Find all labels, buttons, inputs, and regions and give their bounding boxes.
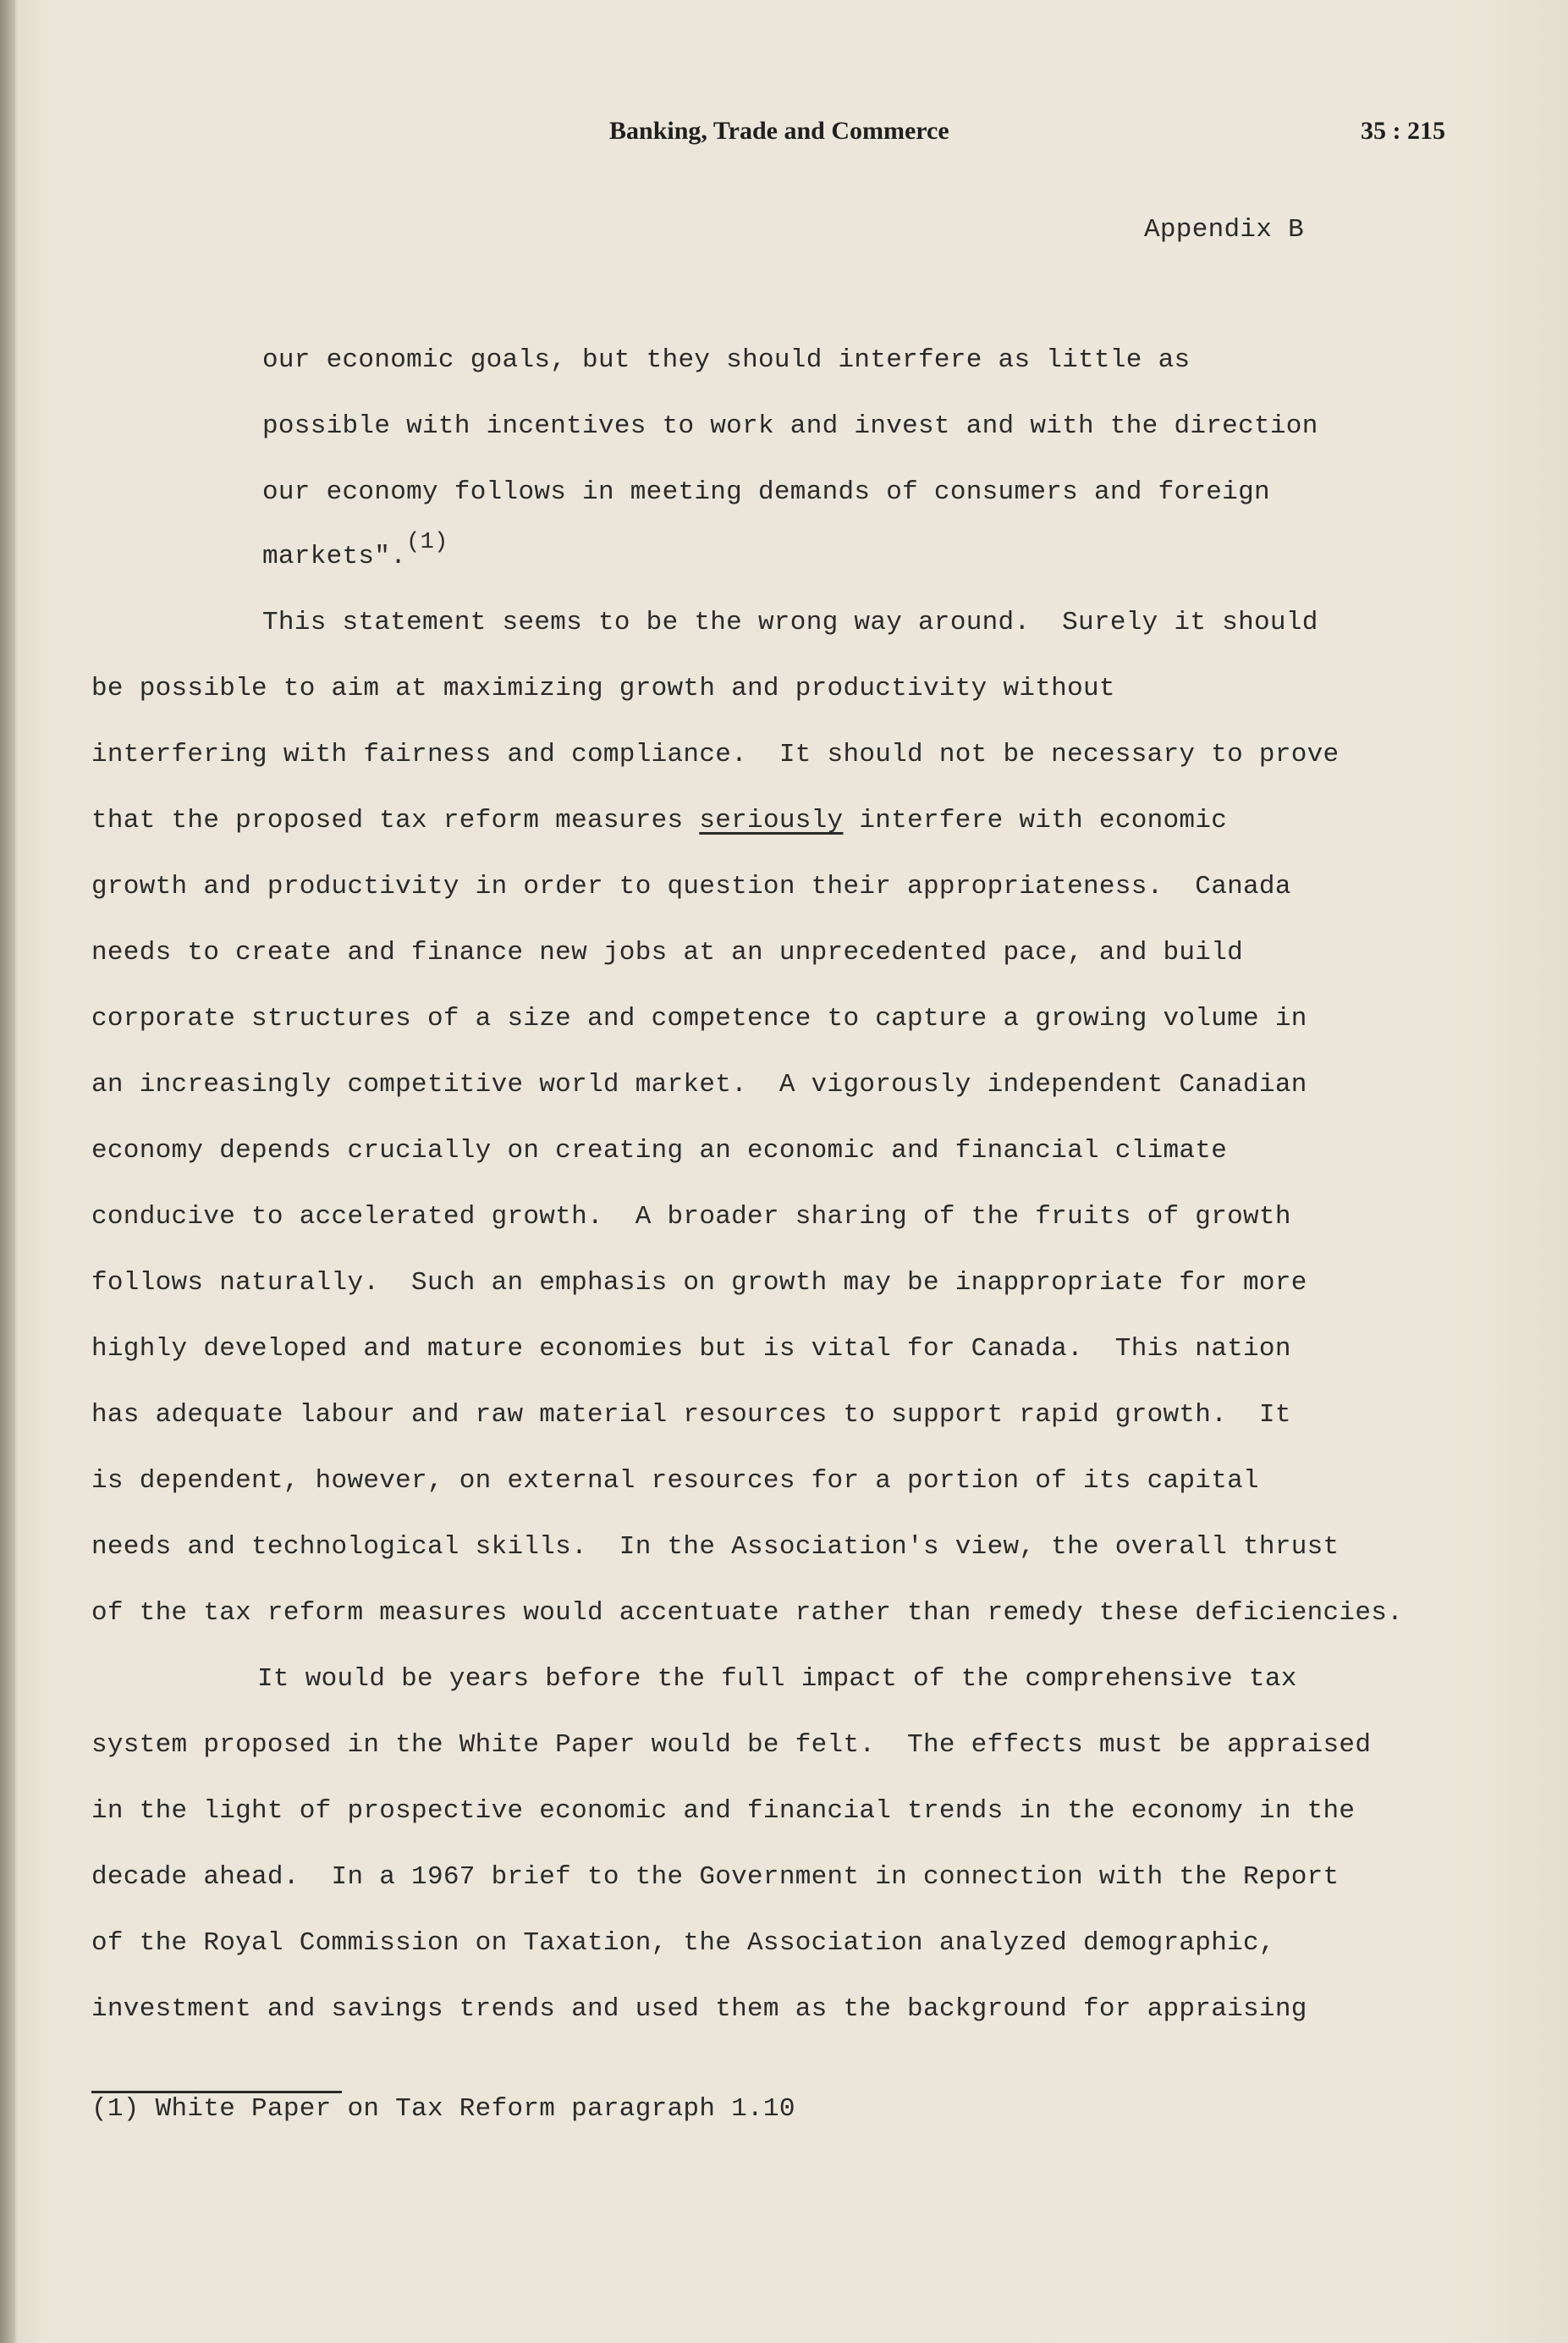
paragraph-line: needs and technological skills. In the Association's view, the overall thrust (91, 1532, 1340, 1562)
quote-end-text: markets". (262, 542, 407, 571)
quote-last-line (262, 530, 448, 571)
underlined-word: seriously (699, 806, 844, 835)
paragraph-line: This statement seems to be the wrong way around. Surely it should (262, 608, 1318, 637)
paragraph-line: in the light of prospective economic and financial trends in the economy in the (91, 1796, 1356, 1826)
paragraph-line: growth and productivity in order to question their appropriateness. Canada (91, 872, 1291, 901)
footnote-reference: (1) (406, 530, 448, 555)
paragraph-line: conducive to accelerated growth. A broader sharing of the fruits of growth (91, 1202, 1291, 1232)
paragraph-line: economy depends crucially on creating an economic and financial climate (91, 1136, 1228, 1166)
paragraph-line: has adequate labour and raw material resources to support rapid growth. It (91, 1400, 1291, 1430)
quote-line: our economic goals, but they should interfere as little as (262, 345, 1191, 375)
binding-spine (0, 0, 15, 2343)
footnote-divider (91, 2091, 342, 2093)
paragraph-line: interfering with fairness and compliance. It should not be necessary to prove (91, 740, 1340, 769)
paragraph-line (91, 806, 1227, 835)
paragraph-line: highly developed and mature economies but is vital for Canada. This nation (91, 1334, 1291, 1364)
paragraph-line: corporate structures of a size and competence to capture a growing volume in (91, 1004, 1307, 1034)
text-segment: interfere with economic (843, 806, 1228, 835)
paragraph-line: follows naturally. Such an emphasis on growth may be inappropriate for more (91, 1268, 1307, 1298)
page-number: 35 : 215 (1361, 117, 1445, 145)
quote-line: our economy follows in meeting demands of consumers and foreign (262, 477, 1270, 507)
paragraph-line: decade ahead. In a 1967 brief to the Government in connection with the Report (91, 1862, 1340, 1892)
paragraph-line: needs to create and finance new jobs at an unprecedented pace, and build (91, 938, 1244, 968)
paragraph-line: It would be years before the full impact of the comprehensive tax (257, 1664, 1297, 1694)
running-header (0, 117, 1568, 151)
paragraph-line: an increasingly competitive world market. A vigorously independent Canadian (91, 1070, 1307, 1100)
text-segment: that the proposed tax reform measures (91, 806, 700, 835)
paragraph-line: system proposed in the White Paper would be felt. The effects must be appraised (91, 1730, 1372, 1760)
paragraph-line: investment and savings trends and used them as the background for appraising (91, 1994, 1307, 2024)
paragraph-line: of the tax reform measures would accentuate rather than remedy these deficiencies. (91, 1598, 1404, 1628)
appendix-label: Appendix B (1144, 215, 1305, 245)
quote-line: possible with incentives to work and invest and with the direction (262, 411, 1318, 441)
paragraph-line: be possible to aim at maximizing growth and productivity without (91, 674, 1115, 703)
header-title: Banking, Trade and Commerce (609, 117, 949, 145)
paragraph-line: is dependent, however, on external resources for a portion of its capital (91, 1466, 1259, 1496)
footnote: (1) White Paper on Tax Reform paragraph 1.10 (91, 2094, 795, 2124)
paragraph-line: of the Royal Commission on Taxation, the Association analyzed demographic, (91, 1928, 1275, 1958)
